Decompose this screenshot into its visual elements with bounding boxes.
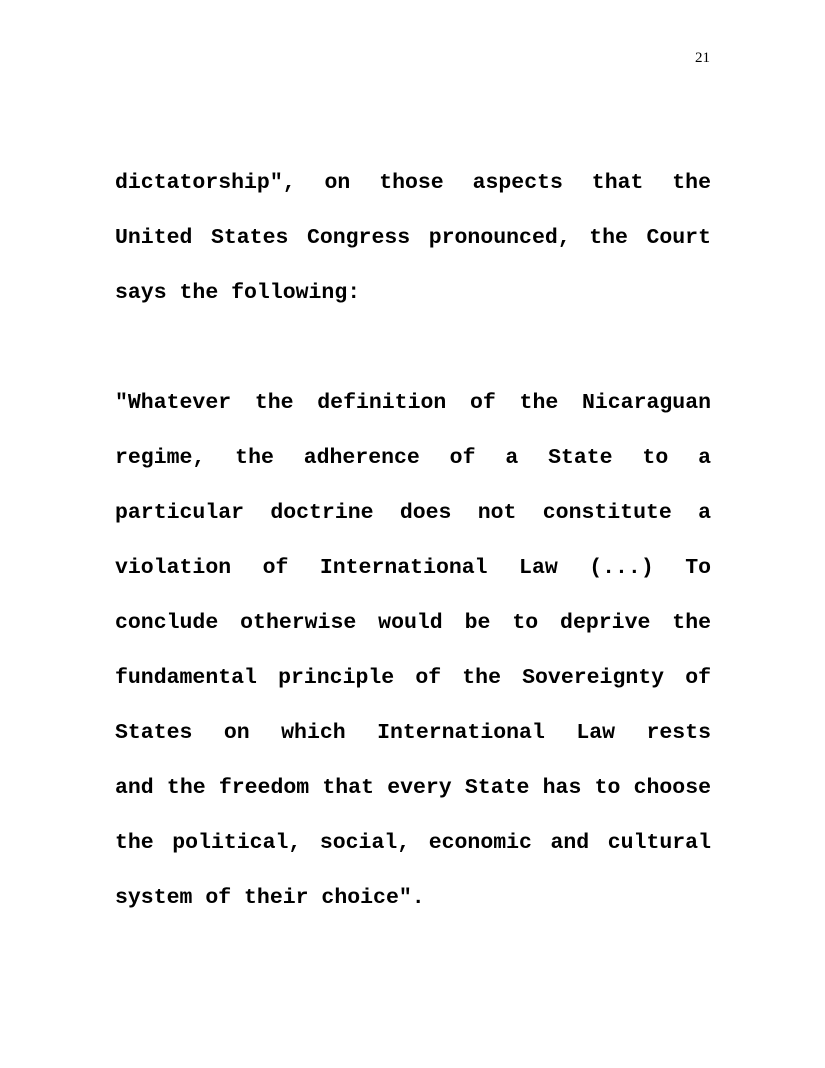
text-line: fundamental principle of the Sovereignty of — [115, 666, 711, 690]
paragraph-intro — [115, 165, 711, 330]
text-line: violation of International Law (...) To — [115, 556, 711, 580]
paragraph-quotation — [115, 385, 711, 935]
text-line: system of their choice". — [115, 886, 425, 910]
text-line: the political, social, economic and cultural — [115, 831, 711, 855]
text-line: regime, the adherence of a State to a — [115, 446, 711, 470]
text-line: dictatorship", on those aspects that the — [115, 171, 711, 195]
text-line: particular doctrine does not constitute a — [115, 501, 711, 525]
text-line: and the freedom that every State has to choose — [115, 776, 711, 800]
text-line: "Whatever the definition of the Nicaraguan — [115, 391, 711, 415]
text-line: conclude otherwise would be to deprive the — [115, 611, 711, 635]
text-line: United States Congress pronounced, the Court — [115, 226, 711, 250]
page-number: 21 — [695, 50, 710, 66]
text-line: States on which International Law rests — [115, 721, 711, 745]
text-line: says the following: — [115, 281, 361, 305]
